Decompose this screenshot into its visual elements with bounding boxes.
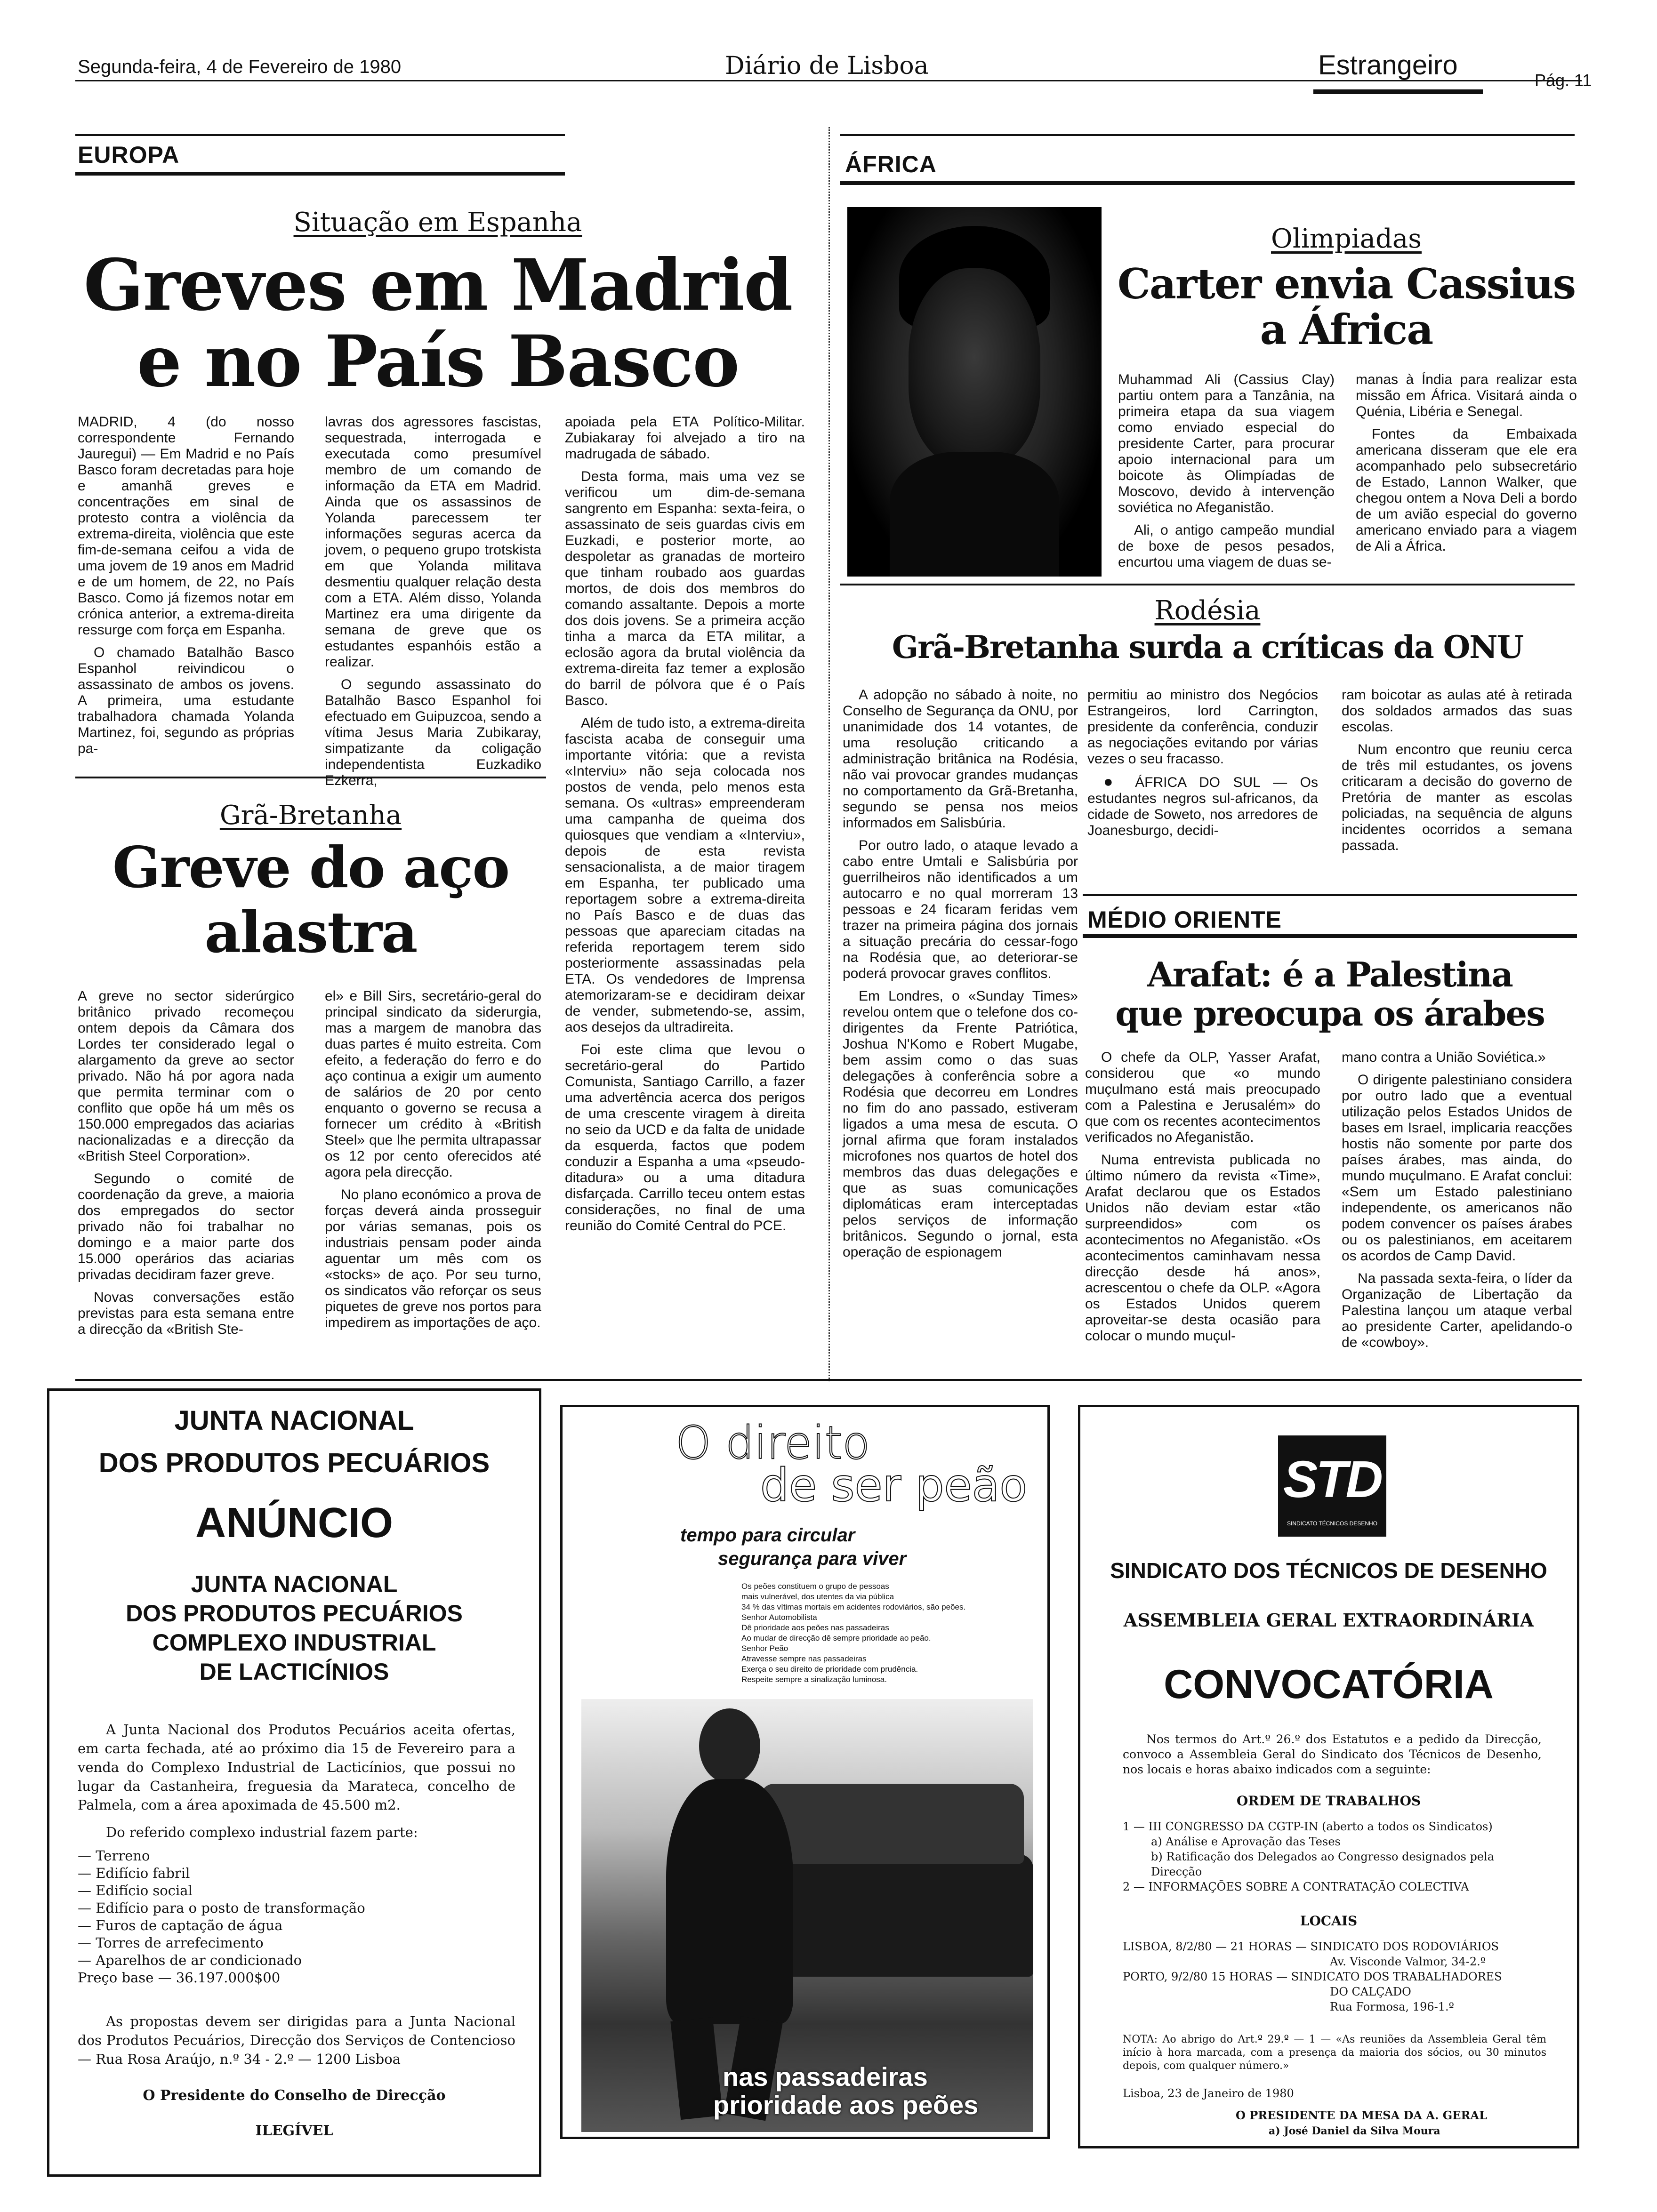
ad-date: Lisboa, 23 de Janeiro de 1980 — [1123, 2087, 1294, 2100]
headline-line: que preocupa os árabes — [1115, 993, 1544, 1034]
article-column — [1087, 687, 1318, 845]
ad-overlay-text: prioridade aos peões — [713, 2090, 979, 2120]
ad-subtitle: tempo para circular — [680, 1525, 855, 1546]
list-item: — Torres de arrefecimento — [78, 1935, 264, 1951]
page-number: Pág. 11 — [1535, 71, 1592, 90]
price: Preço base — 36.197.000$00 — [78, 1970, 281, 1986]
logo-caption: SINDICATO TÉCNICOS DESENHO — [1287, 1520, 1378, 1527]
paragraph: mano contra a União Soviética.» — [1342, 1050, 1546, 1065]
list-item: — Furos de captação de água — [78, 1917, 283, 1933]
ad-line: Dê prioridade aos peões nas passadeiras — [741, 1623, 889, 1632]
article-column — [843, 687, 1078, 1267]
ad-line: 34 % das vítimas mortais em acidentes rodoviários, são peões. — [741, 1603, 966, 1611]
photo-muhammad-ali — [847, 207, 1102, 577]
column-divider — [828, 127, 830, 1381]
sindicato-logo — [1278, 1435, 1386, 1537]
header-rule — [75, 80, 1582, 81]
ad-overlay-text: nas passadeiras — [723, 2062, 928, 2092]
paragraph: Ali, o antigo campeão mundial de boxe de pesos pesados, encurtou uma viagem de duas se- — [1118, 522, 1335, 570]
list-item: — Aparelhos de ar condicionado — [78, 1952, 302, 1968]
ad-sindicato — [1078, 1405, 1579, 2148]
paragraph: O chefe da OLP, Yasser Arafat, considerou que «o mundo muçulmano está mais preocupado com a Palestina e Jerusalém» do que com os recentes acontecimentos verificados no Afeganistão. — [1085, 1050, 1320, 1145]
subhead: ÁFRICA DO SUL — [1135, 775, 1260, 790]
paragraph: O chamado Batalhão Basco Espanhol reivindicou o assassinato de ambos os jovens. A primeira, uma estudante trabalhadora chamada Yolanda Martinez, foi, segundo as próprias pa- — [78, 645, 294, 756]
paragraph: Fontes da Embaixada americana disseram que ele era acompanhado pelo subsecretário de Estado, Lannon Walker, que chegou ontem a Nova Deli a bordo de um avião especial do governo americano enviado para a viagem de Ali a África. — [1356, 426, 1577, 554]
paragraph: manas à Índia para realizar esta missão em África. Visitará ainda o Quénia, Libéria e Senegal. — [1356, 372, 1577, 419]
kicker: Rodésia — [1154, 595, 1261, 626]
ad-line: Respeite sempre a sinalização luminosa. — [741, 1675, 887, 1684]
header-section: Estrangeiro — [1318, 50, 1458, 80]
headline-line: Greve do aço — [112, 834, 509, 901]
list-item: — Terreno — [78, 1848, 150, 1864]
ad-junta-nacional — [47, 1388, 541, 2177]
ad-title: JUNTA NACIONAL — [174, 1405, 414, 1436]
paragraph: Novas conversações estão previstas para esta semana entre a direcção da «British Ste- — [78, 1290, 294, 1337]
article-rule — [75, 777, 546, 778]
kicker: Olimpiadas — [1271, 224, 1422, 254]
ad-line: Senhor Automobilista — [741, 1613, 817, 1622]
list-item: — Edifício social — [78, 1883, 193, 1899]
bullet-icon: ● — [1103, 773, 1122, 791]
ad-signature: O Presidente do Conselho de Direcção — [143, 2087, 446, 2104]
paragraph: ram boicotar as aulas até à retirada dos soldados armados das suas escolas. — [1342, 687, 1572, 735]
ad-subtitle-line: DOS PRODUTOS PECUÁRIOS — [126, 1600, 463, 1627]
paragraph: O dirigente palestiniano considera por outro lado que a eventual utilização pelos Estados Unidos de bases em Israel, implicaria reacções hostis não somente por parte dos países árabes, mas ainda, do mundo muçulmano. E Arafat conclui: «Sem um Estado palestiniano independente, os americanos não podem convencer os países árabes ou os palestinianos, em aceitarem os acordos de Camp David. — [1342, 1072, 1572, 1264]
ad-convocatoria: CONVOCATÓRIA — [1164, 1662, 1494, 1707]
article-column — [1342, 1050, 1572, 1357]
article-column — [325, 988, 541, 1338]
paragraph: Por outro lado, o ataque levado a cabo entre Umtali e Salisbúria por guerrilheiros não identificados a um autocarro e no qual morreram 13 pessoas e 24 ficaram feridas vem trazer na primeira página dos jornais a situação precária do cessar-fogo na Rodésia que, ao deteriorar-se poderá provocar graves conflitos. — [843, 838, 1078, 981]
paragraph: el» e Bill Sirs, secretário-geral do principal sindicato da siderurgia, mas a margem de manobra das duas partes é muito estreita. Com efeito, a federação do ferro e do aço continua a exigir um aumento de salários de 20 por cento enquanto o governo se recusa a fornecer um crédito à «British Steel» que lhe permita ultrapassar os 12 por cento oferecidos até agora pela direcção. — [325, 988, 541, 1180]
section-rule — [840, 134, 1575, 136]
ad-line: Senhor Peão — [741, 1644, 788, 1653]
photo-face — [909, 268, 1040, 466]
headline-line: a África — [1260, 305, 1433, 354]
article-column — [78, 988, 294, 1344]
ad-line: Exerça o seu direito de prioridade com prudência. — [741, 1665, 918, 1674]
ad-title: de ser peão — [760, 1459, 1028, 1512]
ad-list — [78, 1847, 515, 1987]
paragraph: apoiada pela ETA Político-Militar. Zubiakaray foi alvejado a tiro na madrugada de sábado. — [565, 414, 805, 462]
section-rule — [75, 134, 565, 136]
article-column — [565, 414, 805, 1241]
headline-line: e no País Basco — [137, 320, 739, 403]
agenda-item: 2 — INFORMAÇÕES SOBRE A CONTRATAÇÃO COLECTIVA — [1123, 1880, 1469, 1893]
ad-line: Os peões constituem o grupo de pessoas — [741, 1582, 889, 1591]
kicker: Grã-Bretanha — [219, 800, 402, 831]
article-column — [1085, 1050, 1320, 1351]
agenda-item: 1 — III CONGRESSO DA CGTP-IN (aberto a todos os Sindicatos) — [1123, 1820, 1493, 1833]
paragraph: Numa entrevista publicada no último número da revista «Time», Arafat declarou que os Estados Unidos não deviam estar «tão surpreendidos» com os acontecimentos no Afeganistão. «Os acontecimentos caminhavam nessa direcção desde há anos», acrescentou o chefe da OLP. «Agora os Estados Unidos querem aproveitar-se desta ocasião para colocar o mundo muçul- — [1085, 1152, 1320, 1344]
ad-note: NOTA: Ao abrigo do Art.º 29.º — 1 — «As reuniões da Assembleia Geral têm início à hora marcada, com a presença da maioria dos sócios, ou 30 minutos depois, com qualquer número.» — [1123, 2034, 1546, 2072]
ad-paragraph: A Junta Nacional dos Produtos Pecuários aceita ofertas, em carta fechada, até ao próximo dia 15 de Fevereiro para a venda do Complexo Industrial de Lacticínios, que possui no lugar da Castanheira, freguesia da Marateca, concelho de Palmela, com a área apoximada de 45.500 m2. — [78, 1722, 515, 1813]
section-underline — [1313, 89, 1483, 94]
paragraph — [1087, 774, 1318, 839]
section-label-europa: EUROPA — [78, 142, 180, 168]
article-column — [1356, 372, 1577, 561]
ad-direito-peao — [560, 1405, 1050, 2139]
ad-title: O direito — [676, 1417, 870, 1469]
kicker: Situação em Espanha — [293, 207, 582, 238]
agenda-subitem: b) Ratificação dos Delegados ao Congresso designados pela Direcção — [1151, 1850, 1495, 1878]
ad-subtitle — [49, 1570, 539, 1686]
ad-line: Atravesse sempre nas passadeiras — [741, 1654, 867, 1663]
agenda-subitem: a) Análise e Aprovação das Teses — [1151, 1835, 1341, 1848]
ad-subtitle: ASSEMBLEIA GERAL EXTRAORDINÁRIA — [1123, 1610, 1534, 1631]
section-rule — [75, 172, 565, 176]
paragraph: MADRID, 4 (do nosso correspondente Fernando Jauregui) — Em Madrid e no País Basco foram decretadas para hoje e amanhã greves e concentrações em sinal de protesto contra a violência da extrema-direita, violência que este fim-de-semana ceifou a vida de uma jovem de 19 anos em Madrid e de um homem, de 22, no País Basco. Como já fizemos notar em crónica anterior, a extrema-direita ressurge com força em Espanha. — [78, 414, 294, 638]
ad-heading: ORDEM DE TRABALHOS — [1236, 1793, 1421, 1809]
ad-subtitle-line: COMPLEXO INDUSTRIAL — [152, 1629, 436, 1656]
ad-locations — [1123, 1939, 1546, 2014]
logo-text: STD — [1283, 1451, 1381, 1508]
photo-figure — [666, 1779, 793, 2024]
paragraph: Muhammad Ali (Cassius Clay) partiu ontem para a Tanzânia, na primeira etapa da sua viagem como enviado especial do presidente Carter, para procurar apoio internacional para um boicote às Olimpíadas de Moscovo, devido à intervenção soviética no Afeganistão. — [1118, 372, 1335, 515]
list-item: — Edifício para o posto de transformação — [78, 1900, 365, 1916]
paragraph: Num encontro que reuniu cerca de três mil estudantes, os jovens criticaram a decisão do governo de Pretória de manter as escolas policiadas, na sequência de alguns incidentes ocorridos a semana passada. — [1342, 742, 1572, 853]
ad-agenda — [1123, 1819, 1546, 1894]
ad-signature: ILEGÍVEL — [255, 2123, 333, 2139]
headline — [1083, 955, 1577, 1034]
ad-title: DOS PRODUTOS PECUÁRIOS — [98, 1448, 490, 1478]
ad-small-text — [741, 1581, 1033, 1685]
ad-heading: LOCAIS — [1300, 1913, 1358, 1929]
paragraph: lavras dos agressores fascistas, sequestrada, interrogada e executada como presumível membro de um comando de informação da ETA em Madrid. Ainda que os assassinos de Yolanda parecessem ter informações seguras acerca da jovem, o pequeno grupo trotskista em que Yolanda militava desmentiu qualquer relação desta com a ETA. Além disso, Yolanda Martinez era uma dirigente da semana de greve que os estudantes espanhóis estão a realizar. — [325, 414, 541, 670]
article-column — [1118, 372, 1335, 577]
headline — [75, 835, 546, 965]
article-rule — [840, 584, 1575, 585]
newspaper-title: Diário de Lisboa — [725, 52, 929, 80]
location-line: LISBOA, 8/2/80 — 21 HORAS — SINDICATO DOS RODOVIÁRIOS — [1123, 1940, 1499, 1953]
section-rule — [840, 181, 1575, 185]
paragraph: Além de tudo isto, a extrema-direita fascista acaba de conseguir uma importante vitória: que a revista «Interviu» não seja colocada nos postos de venda, pelo menos esta semana. Os «ultras» empreenderam uma campanha de queima dos quiosques que vendiam a «Interviu», depois de esta revista sensacionalista, a de maior tiragem em Espanha, ter publicado uma reportagem sobre a extrema-direita no País Basco e de duas das pessoas que apareciam citadas na referida reportagem terem sido posteriormente assassinadas pela ETA. Os vendedores de Imprensa atemorizaram-se e decidiram deixar de vender, submetendo-se, assim, aos desejos da ultradireita. — [565, 715, 805, 1035]
ad-paragraph: As propostas devem ser dirigidas para a Junta Nacional dos Produtos Pecuários, Direcção dos Serviços de Contencioso — Rua Rosa Araújo, n.º 34 - 2.º — 1200 Lisboa — [78, 2013, 515, 2067]
headline — [75, 244, 800, 403]
paragraph: A greve no sector siderúrgico britânico privado recomeçou ontem depois da Câmara dos Lordes ter considerado legal o alargamento da greve ao sector privado. Não há por agora nada que permita terminar com o conflito que opõe há um mês os 150.000 empregados das aciarias nacionalizadas e a direcção da «British Steel Corporation». — [78, 988, 294, 1164]
location-line: Av. Visconde Valmor, 34-2.º — [1330, 1955, 1486, 1968]
ads-rule — [75, 1379, 1582, 1381]
paragraph: Em Londres, o «Sunday Times» revelou ontem que o telefone dos co-dirigentes da Frente Patriótica, Joshua N'Komo e Robert Mugabe, bem assim como o das suas delegações à conferência sobre a Rodésia que decorreu em Londres no fim do ano passado, estiveram ligados a uma mesa de escuta. O jornal afirma que foram instalados microfones nos quartos de hotel dos membros das duas delegações e que as suas comunicações diplomáticas eram interceptadas pelos serviços de informação britânicos. Segundo o jornal, esta operação de espionagem — [843, 988, 1078, 1260]
section-rule — [1083, 934, 1577, 938]
paragraph: No plano económico a prova de forças deverá ainda prosseguir por várias semanas, pois os industriais pensam poder ainda aguentar um mês com os «stocks» de aço. Por seu turno, os sindicatos vão reforçar os seus piquetes de greve nos portos para impedirem as importações de aço. — [325, 1187, 541, 1330]
headline-line: Greves em Madrid — [83, 244, 792, 327]
ad-title: SINDICATO DOS TÉCNICOS DE DESENHO — [1110, 1558, 1547, 1583]
ad-subtitle-line: DE LACTICÍNIOS — [199, 1659, 389, 1685]
headline-line: Arafat: é a Palestina — [1147, 954, 1512, 994]
section-label-africa: ÁFRICA — [845, 151, 937, 177]
ad-signature: O PRESIDENTE DA MESA DA A. GERAL — [1236, 2108, 1487, 2122]
ad-line: mais vulnerável, dos utentes da via pública — [741, 1592, 894, 1601]
location-line: Rua Formosa, 196-1.º — [1330, 2000, 1454, 2013]
photo-car — [760, 1784, 1024, 1864]
headline: Grã-Bretanha surda a críticas da ONU — [892, 629, 1523, 665]
headline-line: alastra — [204, 899, 417, 966]
photo-head — [699, 1708, 760, 1784]
location-line: PORTO, 9/2/80 15 HORAS — SINDICATO DOS TRABALHADORES — [1123, 1970, 1502, 1983]
article-column — [325, 414, 541, 795]
paragraph: Segundo o comité de coordenação da greve, a maioria dos empregados do sector privado não foi trabalhar no domingo e a maior parte dos 15.000 operários das aciarias privadas decidiram fazer greve. — [78, 1171, 294, 1282]
paragraph: Desta forma, mais uma vez se verificou um dim-de-semana sangrento em Espanha: sexta-feira, o assassinato de seis guardas civis em Euzkadi, e posterior morte, ao despoletar as granadas de morteiro que tinham roubado aos guardas mortos, de dois dos membros do comando assaltante. Depois a morte dos dois jovens. Se a primeira acção tinha a marca da ETA militar, a eclosão agora da brutal violência da extrema-direita faz temer a explosão do barril de pólvora que é o País Basco. — [565, 469, 805, 708]
paragraph: A adopção no sábado à noite, no Conselho de Segurança da ONU, por unanimidade dos 14 votantes, de uma resolução criticando a administração britânica na Rodésia, não vai provocar grandes mudanças no comportamento da Grã-Bretanha, segundo se pensa nos meios informados em Salisbúria. — [843, 687, 1078, 831]
ad-anuncio: ANÚNCIO — [195, 1499, 393, 1547]
photo-shoulders — [890, 452, 1059, 577]
paragraph: permitiu ao ministro dos Negócios Estrangeiros, lord Carrington, presidente da conferência, conduzir as negociações evitando por várias vezes o seu fracasso. — [1087, 687, 1318, 767]
ad-line: Ao mudar de direcção dê sempre prioridade ao peão. — [741, 1634, 931, 1643]
ad-paragraph: Do referido complexo industrial fazem parte: — [106, 1824, 418, 1840]
section-label-medio-oriente: MÉDIO ORIENTE — [1087, 906, 1282, 933]
location-line: DO CALÇADO — [1330, 1985, 1411, 1998]
paragraph: Foi este clima que levou o secretário-geral do Partido Comunista, Santiago Carrillo, a fazer uma advertência acerca dos perigos de uma crescente viragem à direita no seio da UCD e da falta de unidade da esquerda, factos que podem conduzir a Espanha a uma «pseudo-ditadura» ou a uma ditadura disfarçada. Carrillo teceu ontem estas considerações, no final de uma reunião do Comité Central do PCE. — [565, 1042, 805, 1234]
article-column — [1342, 687, 1572, 860]
paragraph-text: — Os estudantes negros sul-africanos, da cidade de Soweto, nos arredores de Joanesburgo, decidi- — [1087, 775, 1318, 838]
ad-signature: a) José Daniel da Silva Moura — [1269, 2125, 1440, 2137]
headline — [1111, 261, 1582, 353]
paragraph: O segundo assassinato do Batalhão Basco Espanhol foi efectuado em Guipuzcoa, sendo a vítima Jesus Maria Zubikaray, simpatizante da coligação independentista Euzkadiko Ezkerra, — [325, 677, 541, 788]
paragraph: Na passada sexta-feira, o líder da Organização de Libertação da Palestina lançou um ataque verbal ao presidente Carter, apelidando-o de «cowboy». — [1342, 1271, 1572, 1350]
ad-subtitle-line: JUNTA NACIONAL — [191, 1571, 398, 1597]
ad-paragraph: Nos termos do Art.º 26.º dos Estatutos e a pedido da Direcção, convoco a Assembleia Geral do Sindicato dos Técnicos de Desenho, nos locais e horas abaixo indicados com a seguinte: — [1123, 1732, 1542, 1776]
article-column — [78, 414, 294, 763]
section-rule — [1083, 894, 1577, 896]
list-item: — Edifício fabril — [78, 1865, 190, 1881]
header-date: Segunda-feira, 4 de Fevereiro de 1980 — [78, 56, 402, 77]
headline-line: Carter envia Cassius — [1117, 259, 1576, 308]
ad-subtitle: segurança para viver — [718, 1548, 907, 1569]
ad-photo — [581, 1699, 1033, 2132]
